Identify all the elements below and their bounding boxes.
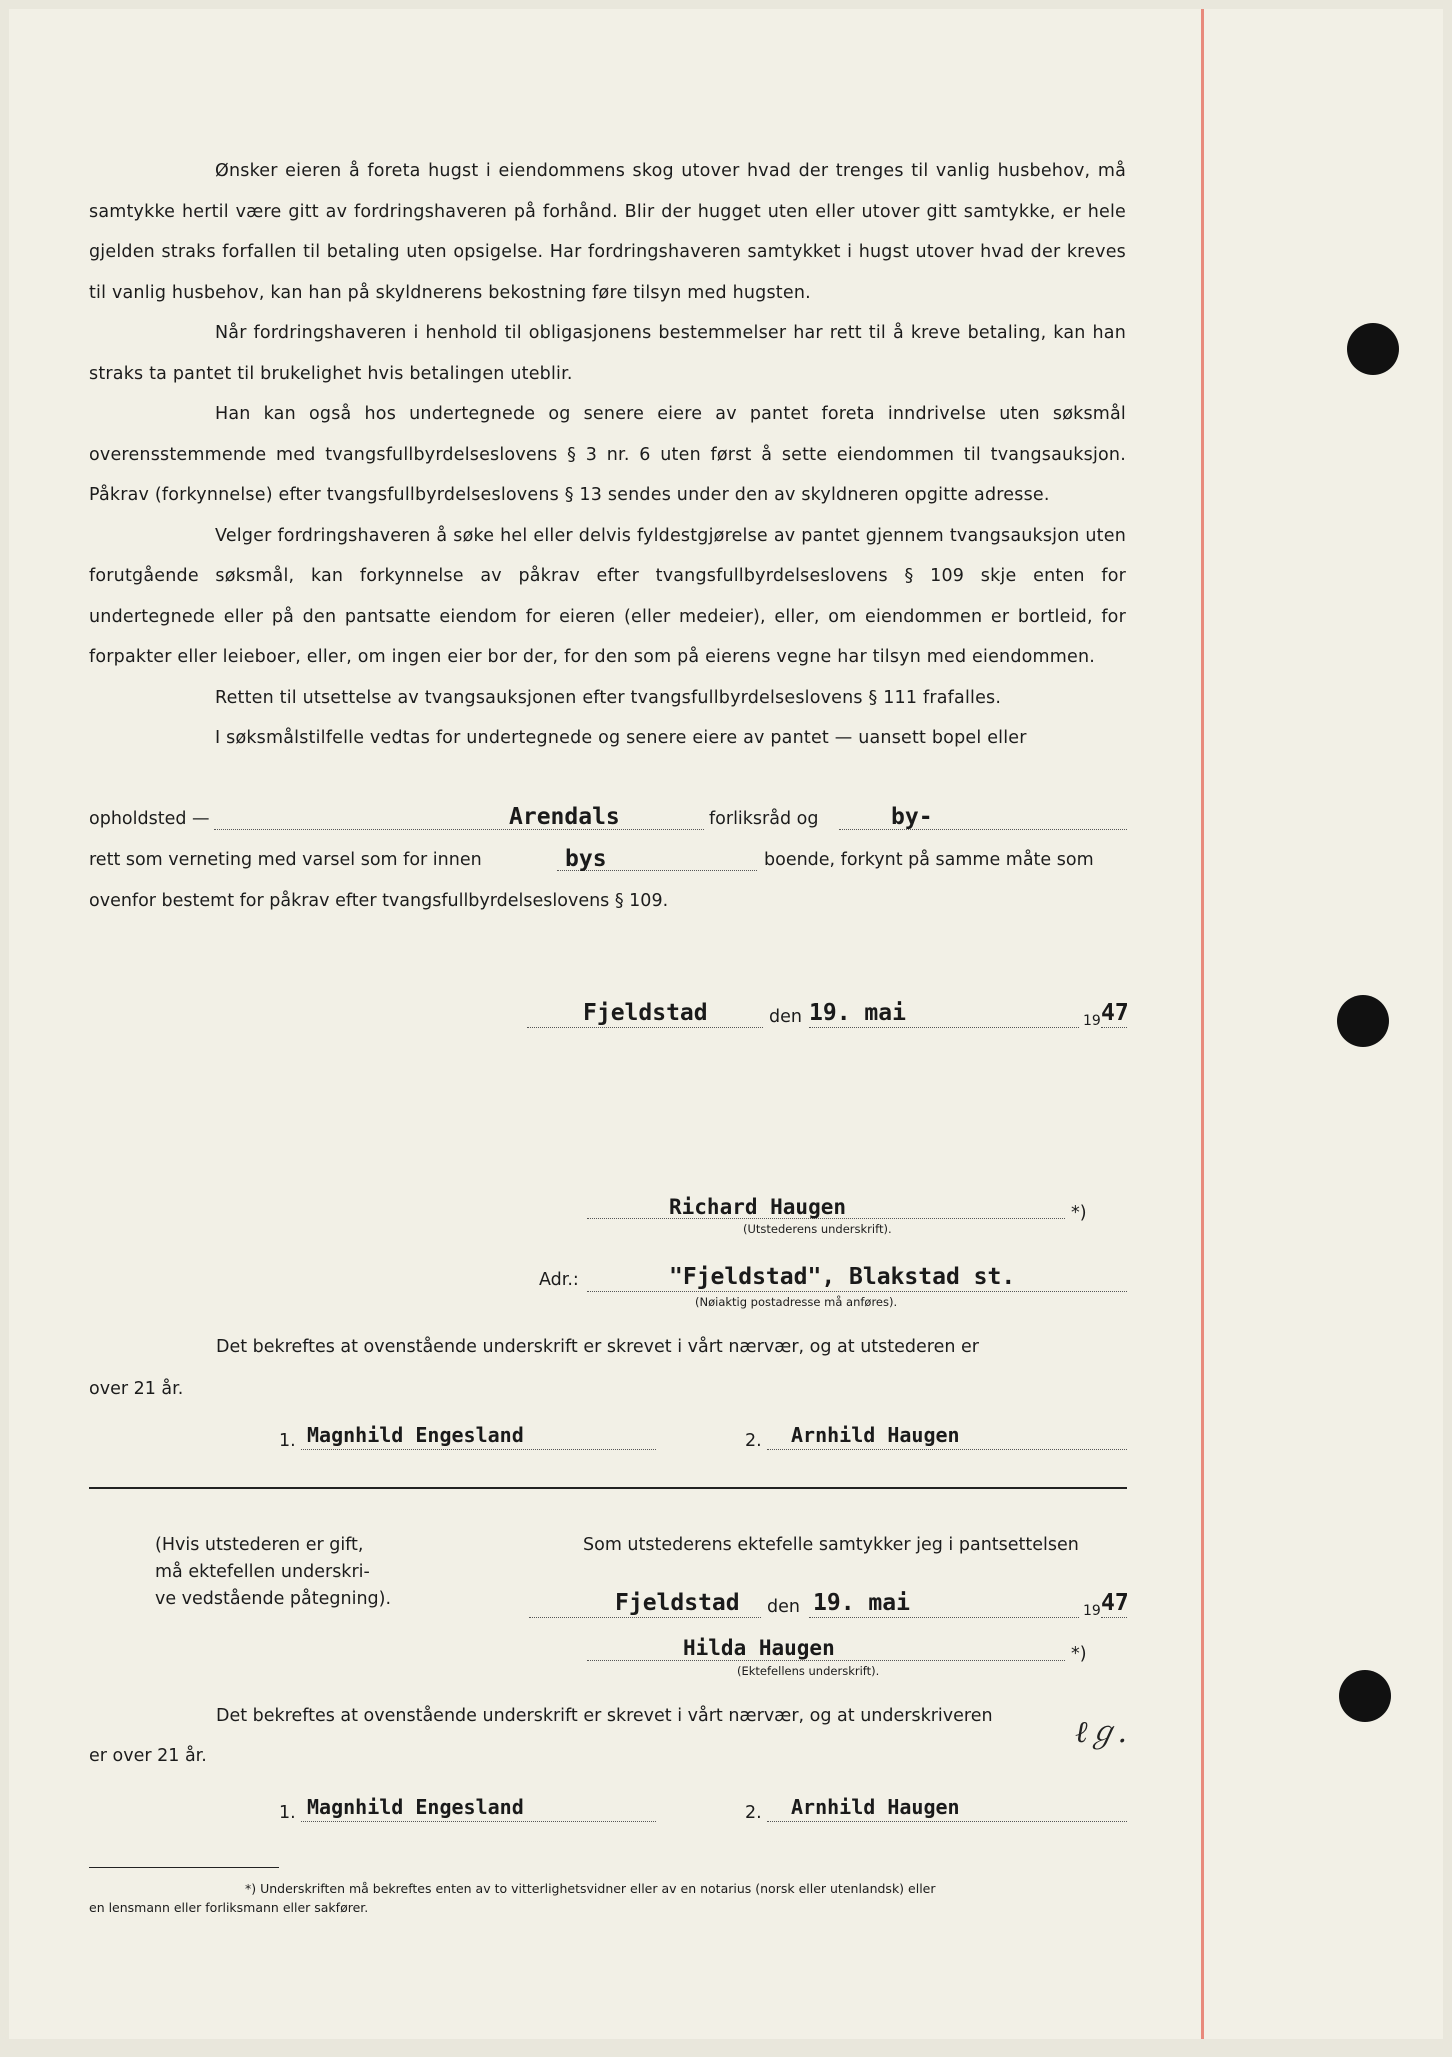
witness2-confirm-line1: Det bekreftes at ovenstående underskrift er skrevet i vårt nærvær, og at underskriveren — [216, 1706, 993, 1726]
witness1-confirm-line1: Det bekreftes at ovenstående underskrift er skrevet i vårt nærvær, og at utstederen er — [216, 1337, 979, 1357]
spouse-star: *) — [1071, 1644, 1087, 1664]
date1-place-line — [527, 1027, 763, 1028]
footnote — [89, 1879, 1126, 1917]
date1-year-suffix: 47 — [1101, 1000, 1129, 1026]
issuer-address: "Fjeldstad", Blakstad st. — [669, 1264, 1016, 1290]
place-field-value: Arendals — [509, 804, 620, 830]
issuer-star: *) — [1071, 1203, 1087, 1223]
witness2-confirm-line2: er over 21 år. — [89, 1746, 207, 1766]
date2-year-prefix: 19 — [1083, 1603, 1101, 1619]
date1-day-month: 19. mai — [809, 1000, 906, 1026]
paragraph-utsettelse: Retten til utsettelse av tvangsauksjonen efter tvangsfullbyrdelseslovens § 111 frafalles. — [215, 687, 1002, 708]
initials-mark: ℓℊ. — [1075, 1715, 1128, 1750]
venue-last-line: ovenfor bestemt for påkrav efter tvangsfullbyrdelseslovens § 109. — [89, 891, 669, 911]
witness1-name2-line — [767, 1449, 1127, 1450]
issuer-caption: (Utstederens underskrift). — [743, 1222, 892, 1236]
witness1-name1: Magnhild Engesland — [307, 1423, 524, 1447]
spouse-caption: (Ektefellens underskrift). — [737, 1664, 880, 1678]
date2-year-suffix: 47 — [1101, 1590, 1129, 1616]
date2-day-month: 19. mai — [813, 1590, 910, 1616]
date1-year-line — [1101, 1027, 1127, 1028]
paragraph-inndrivelse: Han kan også hos undertegnede og senere eiere av pantet foreta inndrivelse uten søksmål overensstemmende med tvangsfullbyrdelseslovens § 3 nr. 6 uten først å sette eiendommen til tvangsauksjon. Påkrav (forkynnelse) efter tvangsfullbyrdelseslovens § 13 sendes under den av skyldneren opgitte adresse. — [89, 404, 1126, 505]
issuer-signature: Richard Haugen — [669, 1195, 847, 1219]
witness2-name1-line — [301, 1821, 656, 1822]
boende-text: boende, forkynt på samme måte som — [764, 850, 1094, 870]
by-field-value: by- — [891, 804, 933, 830]
date1-place: Fjeldstad — [583, 1000, 708, 1026]
date1-day-line — [809, 1027, 1079, 1028]
footnote-line2: en lensmann eller forliksmann eller sakfører. — [89, 1900, 369, 1915]
footnote-rule — [89, 1867, 279, 1868]
date2-day-line — [809, 1617, 1079, 1618]
witness1-number2: 2. — [745, 1431, 762, 1451]
spouse-signature-line — [587, 1660, 1065, 1661]
date2-place-line — [529, 1617, 761, 1618]
date2-place: Fjeldstad — [615, 1590, 740, 1616]
paragraph-brukelighet: Når fordringshaveren i henhold til obligasjonens bestemmelser har rett til å kreve betaling, kan han straks ta pantet til brukelighet hvis betalingen uteblir. — [89, 323, 1126, 384]
punch-hole-middle — [1337, 995, 1389, 1047]
by-field-line — [839, 829, 1127, 830]
spouse-consent-text: Som utstederens ektefelle samtykker jeg i pantsettelsen — [583, 1535, 1079, 1555]
paragraph-hugst: Ønsker eieren å foreta hugst i eiendommens skog utover hvad der trenges til vanlig husbehov, må samtykke hertil være gitt av fordringshaveren på forhånd. Blir der hugget uten eller utover gitt samtykke, er hele gjelden straks forfallen til betaling uten opsigelse. Har fordringshaveren samtykket i hugst utover hvad der kreves til vanlig husbehov, kan han på skyldnerens bekostning føre tilsyn med hugsten. — [89, 161, 1126, 303]
witness1-number1: 1. — [279, 1431, 296, 1451]
witness1-name1-line — [301, 1449, 656, 1450]
address-line — [587, 1291, 1127, 1292]
paragraph-soksmal: I søksmålstilfelle vedtas for undertegnede og senere eiere av pantet — uansett bopel eller — [215, 728, 1027, 748]
date1-year-prefix: 19 — [1083, 1013, 1101, 1029]
terms-text — [89, 151, 1126, 759]
punch-hole-top — [1347, 323, 1399, 375]
opholdsted-label: opholdsted — — [89, 809, 210, 829]
bys-field-value: bys — [565, 846, 607, 872]
date2-year-line — [1101, 1617, 1127, 1618]
address-label: Adr.: — [539, 1270, 579, 1290]
paragraph-tvangsauksjon: Velger fordringshaveren å søke hel eller delvis fyldestgjørelse av pantet gjennem tvangsauksjon uten forutgående søksmål, kan forkynnelse av påkrav efter tvangsfullbyrdelseslovens § 109 skje enten for undertegnede eller på den pantsatte eiendom for eieren (eller medeier), eller, om eiendommen er bortleid, for forpakter eller leieboer, eller, om ingen eier bor der, for den som på eierens vegne har tilsyn med eiendommen. — [89, 525, 1126, 667]
spouse-note-line2: må ektefellen underskri- — [155, 1562, 370, 1582]
punch-hole-bottom — [1339, 1670, 1391, 1722]
witness2-number1: 1. — [279, 1803, 296, 1823]
document-page — [9, 9, 1443, 2039]
footnote-line1: *) Underskriften må bekreftes enten av to vitterlighetsvidner eller av en notarius (norsk eller utenlandsk) eller — [245, 1881, 936, 1896]
address-caption: (Nøiaktig postadresse må anføres). — [695, 1295, 898, 1309]
spouse-note-line1: (Hvis utstederen er gift, — [155, 1535, 364, 1555]
witness2-name2: Arnhild Haugen — [791, 1795, 960, 1819]
witness2-number2: 2. — [745, 1803, 762, 1823]
verneting-text: rett som verneting med varsel som for innen — [89, 850, 482, 870]
witness1-confirm-line2: over 21 år. — [89, 1379, 184, 1399]
spouse-signature: Hilda Haugen — [683, 1636, 835, 1660]
section-divider — [89, 1487, 1127, 1489]
witness2-name2-line — [767, 1821, 1127, 1822]
witness1-name2: Arnhild Haugen — [791, 1423, 960, 1447]
witness2-name1: Magnhild Engesland — [307, 1795, 524, 1819]
place-field-line — [214, 829, 704, 830]
forliksrad-label: forliksråd og — [709, 809, 819, 829]
spouse-note-line3: ve vedstående påtegning). — [155, 1589, 392, 1609]
date1-den: den — [769, 1007, 802, 1027]
date2-den: den — [767, 1597, 800, 1617]
margin-line — [1201, 9, 1204, 2039]
